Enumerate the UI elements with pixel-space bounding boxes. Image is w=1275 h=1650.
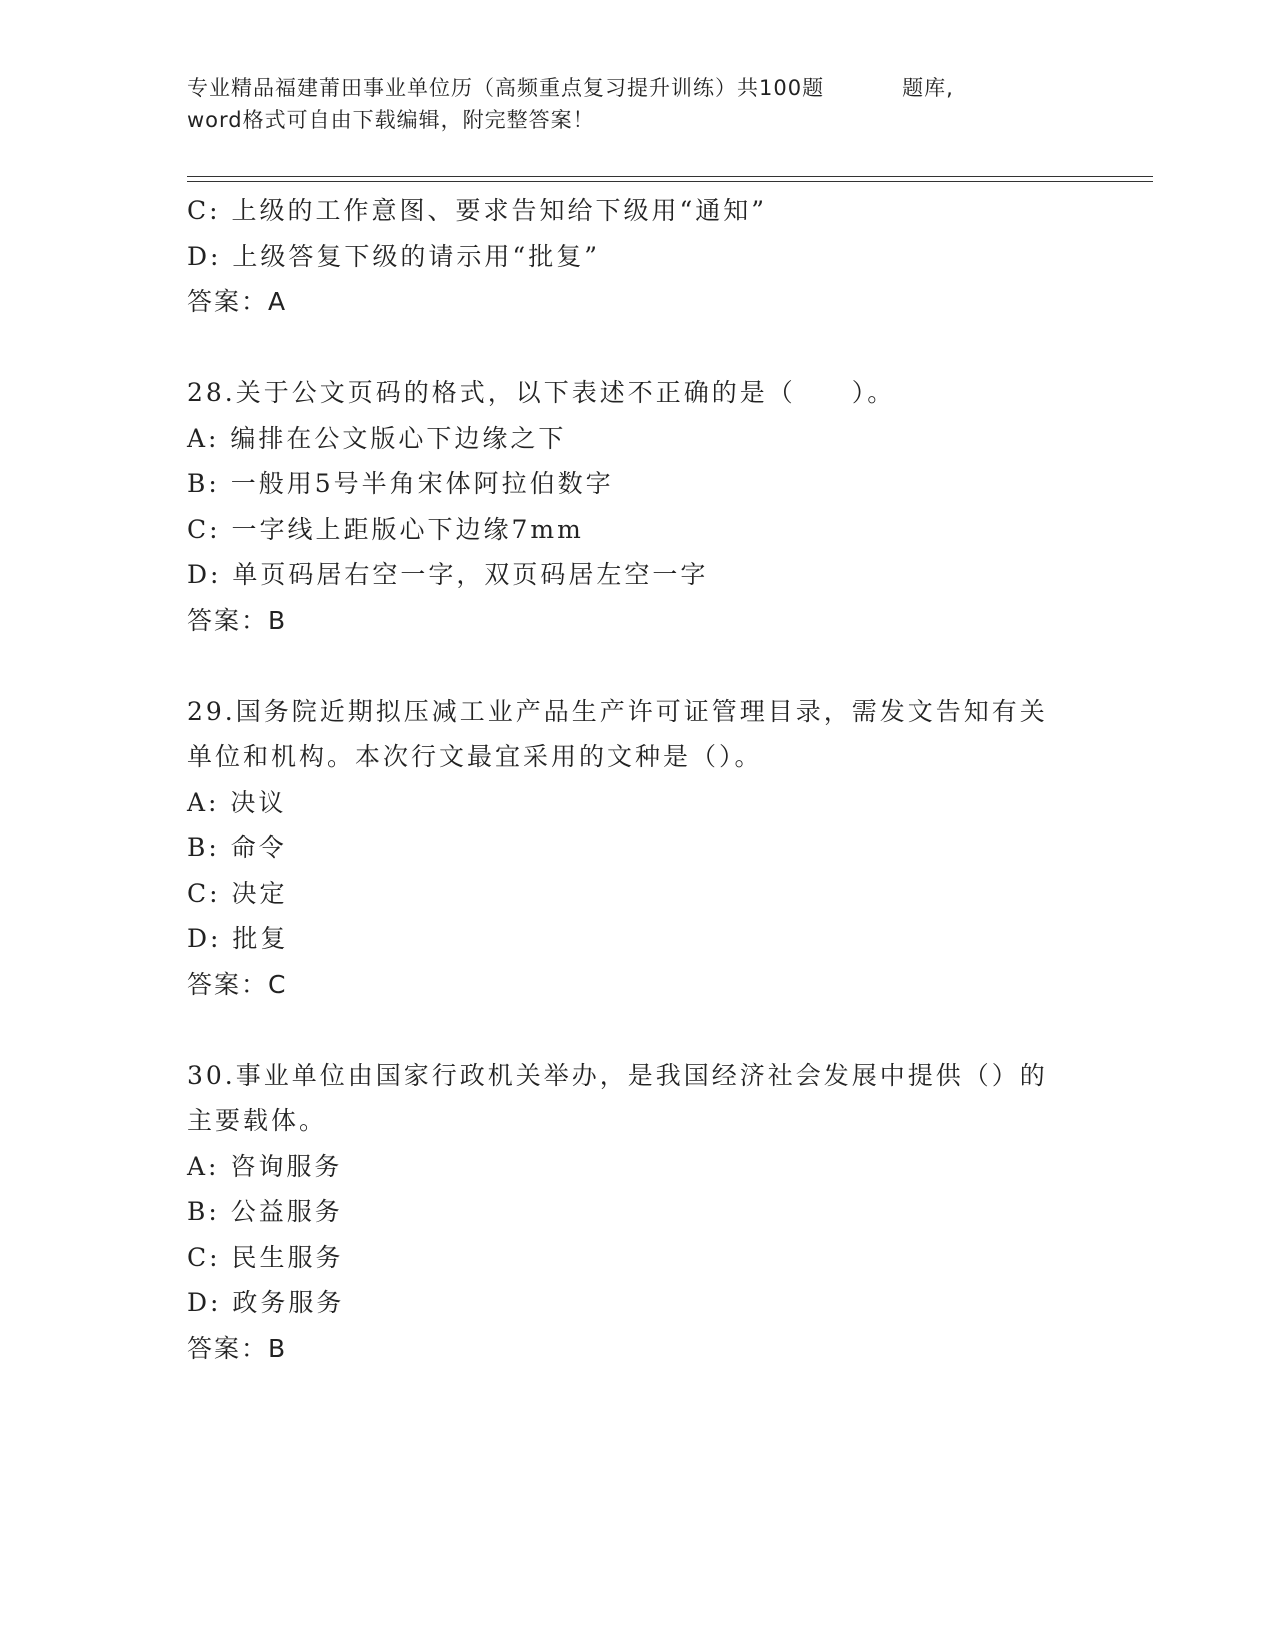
header-line-1	[187, 72, 1067, 104]
header-title: 专业精品福建莆田事业单位历（高频重点复习提升训练）共100题	[187, 76, 825, 100]
option-line: C: 民生服务	[187, 1242, 344, 1272]
question-text: 单位和机构。本次行文最宜采用的文种是（）。	[187, 742, 763, 771]
answer-line: 答案：C	[187, 969, 288, 999]
option-line: C: 上级的工作意图、要求告知给下级用“通知”	[187, 196, 768, 225]
answer-line: 答案：B	[187, 1333, 288, 1363]
option-line: C: 决定	[187, 878, 288, 908]
question-text: 28.关于公文页码的格式，以下表述不正确的是（ ）。	[187, 378, 896, 407]
question-text: 29.国务院近期拟压减工业产品生产许可证管理目录，需发文告知有关	[187, 696, 1048, 726]
option-line: D: 批复	[187, 924, 289, 953]
option-line: D: 单页码居右空一字，双页码居左空一字	[187, 560, 709, 589]
question-text: 主要载体。	[187, 1106, 328, 1135]
question-text: 30.事业单位由国家行政机关举办，是我国经济社会发展中提供（）的	[187, 1060, 1048, 1090]
header-divider-top	[187, 176, 1153, 177]
question-block-28	[187, 370, 1067, 643]
option-line: C: 一字线上距版心下边缘7mm	[187, 514, 584, 544]
option-line: B: 一般用5号半角宋体阿拉伯数字	[187, 469, 614, 498]
option-line: B: 命令	[187, 833, 287, 862]
header-line-2: word格式可自由下载编辑，附完整答案！	[187, 108, 595, 132]
option-line: D: 上级答复下级的请示用“批复”	[187, 241, 600, 271]
question-block-27	[187, 188, 1067, 325]
header-title-suffix: 题库,	[902, 76, 954, 100]
answer-line: 答案：A	[187, 287, 288, 316]
question-list	[187, 188, 1067, 1371]
header-divider-bottom	[187, 181, 1153, 182]
answer-line: 答案：B	[187, 605, 288, 635]
option-line: D: 政务服务	[187, 1288, 345, 1317]
question-block-30	[187, 1053, 1067, 1372]
option-line: B: 公益服务	[187, 1197, 343, 1226]
question-block-29	[187, 689, 1067, 1008]
option-line: A: 编排在公文版心下边缘之下	[187, 423, 567, 453]
option-line: A: 决议	[187, 787, 287, 817]
document-header	[187, 72, 1067, 136]
option-line: A: 咨询服务	[187, 1151, 343, 1181]
